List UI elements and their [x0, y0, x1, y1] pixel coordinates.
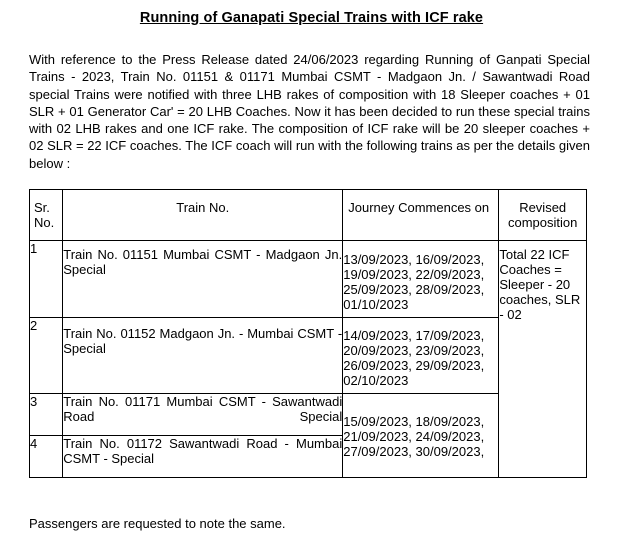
row-sr: 2 [30, 318, 63, 394]
header-revised: Revised composition [499, 190, 587, 241]
header-train-no: Train No. [63, 190, 343, 241]
journey-dates: 14/09/2023, 17/09/2023, 20/09/2023, 23/09/2023, 26/09/2023, 29/09/2023, 02/10/2023 [343, 318, 499, 394]
intro-paragraph: With reference to the Press Release dated 24/06/2023 regarding Running of Ganpati Special Trains - 2023, Train No. 01151 & 01171 Mumbai CSMT - Madgaon Jn. / Sawantwadi Road special Trains were notified with three LHB rakes of composition with 18 Sleeper coaches + 01 SLR + 01 Generator Car' = 20 LHB Coaches. Now it has been decided to run these special trains with 02 LHB rakes and one ICF rake. The composition of ICF rake will be 20 sleeper coaches + 02 SLR = 22 ICF coaches. The ICF coach will run with the following trains as per the details given below : [29, 52, 590, 171]
row-sr: 4 [30, 436, 63, 478]
header-journey: Journey Commences on [343, 190, 499, 241]
table-header-row [30, 190, 587, 241]
journey-dates: 13/09/2023, 16/09/2023, 19/09/2023, 22/09/2023, 25/09/2023, 28/09/2023, 01/10/2023 [343, 241, 499, 318]
row-train: Train No. 01151 Mumbai CSMT - Madgaon Jn. Special [63, 241, 343, 318]
footer-note: Passengers are requested to note the same. [29, 516, 286, 531]
table-row [30, 241, 587, 318]
journey-dates: 15/09/2023, 18/09/2023, 21/09/2023, 24/09/2023, 27/09/2023, 30/09/2023, [343, 394, 499, 478]
row-sr: 1 [30, 241, 63, 318]
row-train: Train No. 01152 Madgaon Jn. - Mumbai CSMT - Special [63, 318, 343, 394]
row-train: Train No. 01171 Mumbai CSMT - Sawantwadi Road Special [63, 394, 343, 436]
document-title: Running of Ganapati Special Trains with ICF rake [139, 10, 484, 26]
row-sr: 3 [30, 394, 63, 436]
train-schedule-table [29, 189, 587, 478]
revised-composition: Total 22 ICF Coaches = Sleeper - 20 coaches, SLR - 02 [499, 241, 587, 478]
row-train: Train No. 01172 Sawantwadi Road - Mumbai CSMT - Special [63, 436, 343, 478]
header-sr-no: Sr. No. [30, 190, 63, 241]
